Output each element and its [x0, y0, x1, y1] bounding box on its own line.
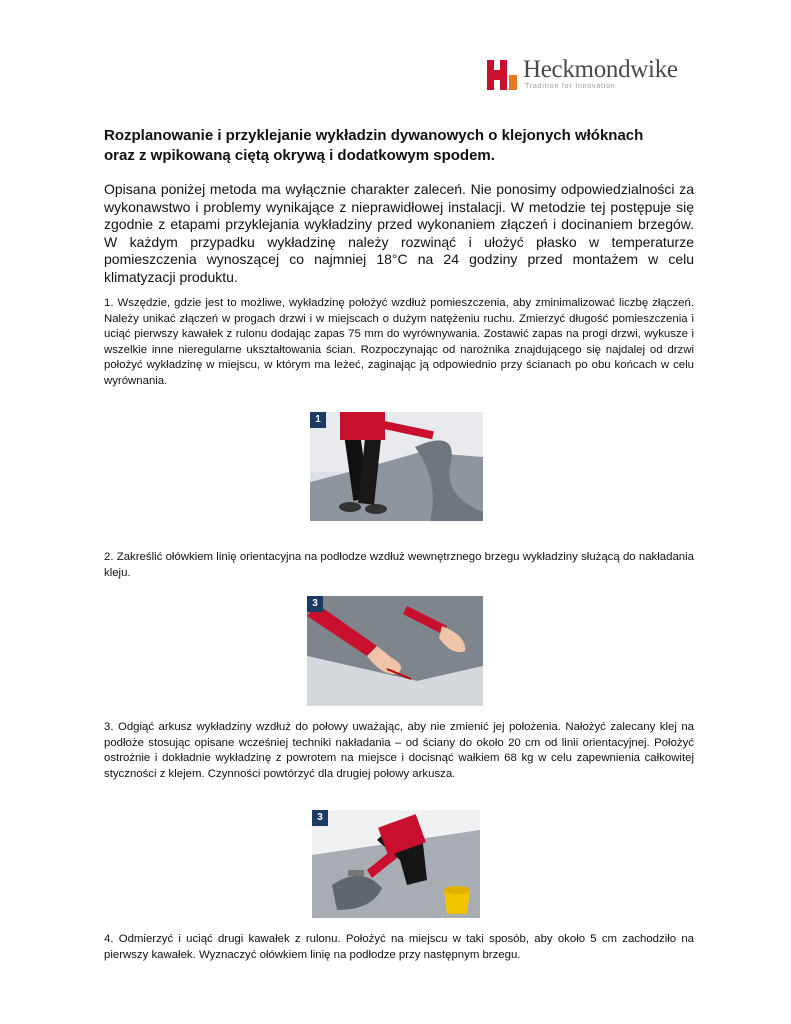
step-3-text: 3. Odgiąć arkusz wykładziny wzdłuż do połowy uważając, aby nie zmienić jej położenia. Nałożyć zalecany klej na podłoże stosując opisane wcześniej techniki nakładania – od ściany do około 20 cm od linii orientacyjnej. Położyć ostrożnie i dokładnie wykładzinę z powrotem na miejsce i docisnąć wałkiem 68 kg w celu zapewnienia całkowitej styczności z klejem. Czynności powtórzyć dla drugiej połowy arkusza.: [104, 721, 694, 780]
logo-tagline: Tradition for Innovation: [525, 83, 616, 90]
step-2-illustration: [307, 596, 483, 706]
step-1-text: 1. Wszędzie, gdzie jest to możliwe, wykładzinę położyć wzdłuż pomieszczenia, aby zminimalizować liczbę złączeń. Należy unikać złączeń w progach drzwi i w miejscach o dużym natężeniu ruchu. Zmierzyć długość pomieszczenia i uciąć pierwszy kawałek z rulonu dodając zapas 75 mm do wyrównywania. Zostawić zapas na progi drzwi, wykusze i wszelkie inne nieregularne ukształtowania ścian. Rozpoczynając od narożnika znajdującego się najdalej od drzwi położyć wykładzinę w miejscu, w którym ma leżeć, zaginając ją odpowiednio przy ścianach po obu końcach w celu wyrównania.: [104, 297, 694, 387]
figure-3-badge: 3: [312, 810, 328, 826]
title-line-1: Rozplanowanie i przyklejanie wykładzin dywanowych o klejonych włóknach: [104, 127, 644, 144]
step-3-illustration: [312, 810, 480, 918]
step-4-text: 4. Odmierzyć i uciąć drugi kawałek z rulonu. Położyć na miejscu w taki sposób, aby około 5 cm zachodziło na pierwszy kawałek. Wyznaczyć ołówkiem linię na podłodze przy następnym brzegu.: [104, 933, 694, 961]
step-2-text: 2. Zakreślić ołówkiem linię orientacyjna na podłodze wzdłuż wewnętrznego brzegu wykładziny służącą do nakładania kleju.: [104, 551, 694, 579]
figure-1-badge: 1: [310, 412, 326, 428]
figure-2-badge: 3: [307, 596, 323, 612]
intro-paragraph: Opisana poniżej metoda ma wyłącznie charakter zaleceń. Nie ponosimy odpowiedzialności za wykonawstwo i problemy wynikające z nieprawidłowej instalacji. W metodzie tej postępuje się zgodnie z etapami przyklejania wykładziny przed wykonaniem złączeń i docinaniem brzegów. W każdym przypadku wykładzinę należy rozwinąć i ułożyć płasko w temperaturze pomieszczenia wynoszącej co najmniej 18°C na 24 godziny przed montażem w celu klimatyzacji produktu.: [104, 181, 694, 285]
company-logo: [487, 56, 687, 96]
step-1-illustration: [310, 412, 483, 521]
logo-name: Heckmondwike: [523, 56, 678, 83]
logo-h-icon: [487, 60, 517, 90]
title-line-2: oraz z wpikowaną ciętą okrywą i dodatkowym spodem.: [104, 147, 495, 164]
document-title: [104, 126, 694, 166]
